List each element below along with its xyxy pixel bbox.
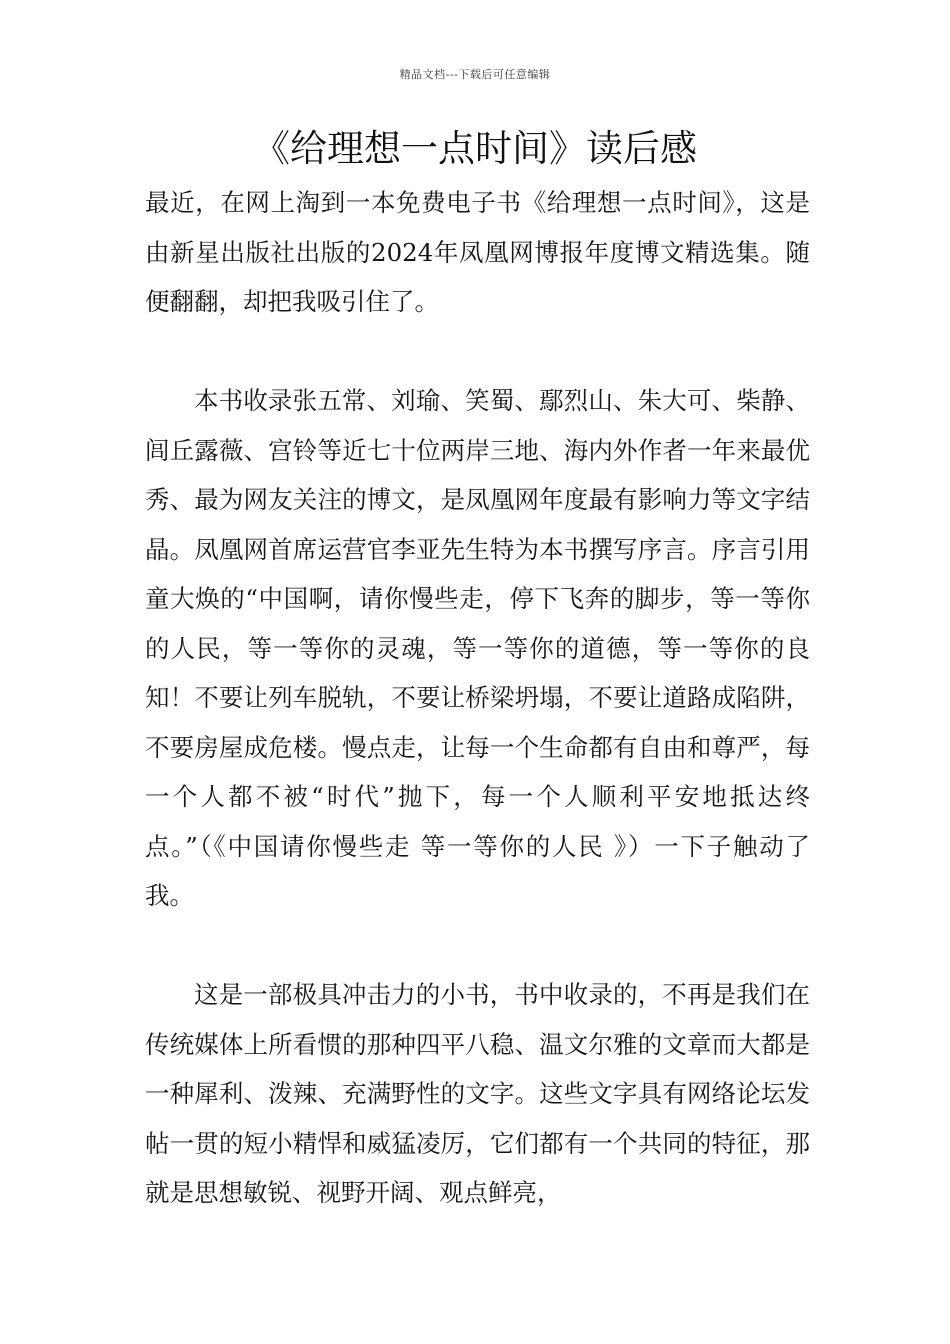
- paragraph-gap: [145, 921, 810, 971]
- paragraph-2: 本书收录张五常、刘瑜、笑蜀、鄢烈山、朱大可、柴静、闾丘露薇、宫铃等近七十位两岸三地、海内外作者一年来最优秀、最为网友关注的博文，是凤凰网年度最有影响力等文字结晶。凤凰网首席运营官李亚先生特为本书撰写序言。序言引用童大焕的“中国啊，请你慢些走，停下飞奔的脚步，等一等你的人民，等一等你的灵魂，等一等你的道德，等一等你的良知！不要让列车脱轨，不要让桥梁坍塌，不要让道路成陷阱，不要房屋成危楼。慢点走，让每一个生命都有自由和尊严，每一个人都不被“时代”抛下，每一个人顺利平安地抵达终点。”（《中国请你慢些走 等一等你的人民 》）一下子触动了我。: [145, 386, 810, 910]
- paragraph-3: 这是一部极具冲击力的小书，书中收录的，不再是我们在传统媒体上所看惯的那种四平八稳、温文尔雅的文章而大都是一种犀利、泼辣、充满野性的文字。这些文字具有网络论坛发帖一贯的短小精悍和威猛凌厉，它们都有一个共同的特征，那就是思想敏锐、视野开阔、观点鲜亮，: [145, 980, 810, 1207]
- paragraph-1: 最近，在网上淘到一本免费电子书《给理想一点时间》，这是由新星出版社出版的2024年凤凰网博报年度博文精选集。随便翻翻，却把我吸引住了。: [145, 188, 810, 316]
- header-note: 精品文档---下载后可任意编辑: [399, 68, 551, 81]
- document-title: 《给理想一点时间》读后感: [253, 127, 697, 170]
- paragraph-gap: [145, 327, 810, 377]
- document-body: [145, 178, 810, 1218]
